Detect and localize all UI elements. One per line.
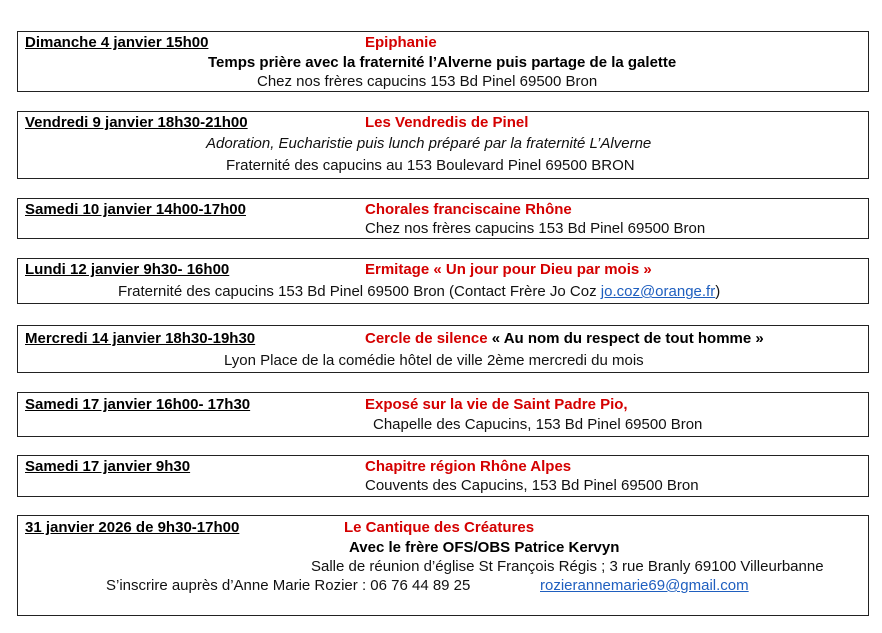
event-registration: S’inscrire auprès d’Anne Marie Rozier : 06 76 44 89 25: [106, 577, 471, 594]
event-title: Les Vendredis de Pinel: [365, 114, 529, 131]
contact-email-link[interactable]: jo.coz@orange.fr: [600, 283, 716, 300]
event-subtitle: Temps prière avec la fraternité l’Alverne puis partage de la galette: [208, 54, 677, 71]
event-date: Vendredi 9 janvier 18h30-21h00: [25, 114, 248, 131]
event-date: Samedi 10 janvier 14h00-17h00: [25, 201, 246, 218]
event-date: Dimanche 4 janvier 15h00: [25, 34, 209, 51]
event-location: Chez nos frères capucins 153 Bd Pinel 69500 Bron: [257, 73, 598, 90]
event-date: Mercredi 14 janvier 18h30-19h30: [25, 330, 256, 347]
event-title: Chapitre région Rhône Alpes: [365, 458, 572, 475]
event-location: Lyon Place de la comédie hôtel de ville 2ème mercredi du mois: [224, 352, 644, 369]
event-card: [17, 392, 869, 437]
event-location-end: ): [715, 283, 721, 300]
event-card: [17, 455, 869, 497]
event-card: [17, 111, 869, 179]
event-card: [17, 198, 869, 239]
event-subtitle: Avec le frère OFS/OBS Patrice Kervyn: [349, 539, 620, 556]
event-location-line: [118, 283, 720, 301]
event-card: [17, 515, 869, 616]
event-location: Chez nos frères capucins 153 Bd Pinel 69500 Bron: [365, 220, 706, 237]
event-date: Samedi 17 janvier 16h00- 17h30: [25, 396, 251, 413]
event-date: 31 janvier 2026 de 9h30-17h00: [25, 519, 240, 536]
event-card: [17, 31, 869, 92]
event-date: Samedi 17 janvier 9h30: [25, 458, 191, 475]
registration-email-link[interactable]: rozierannemarie69@gmail.com: [540, 577, 749, 594]
event-location: Fraternité des capucins 153 Bd Pinel 69500 Bron (Contact Frère Jo Coz: [118, 283, 597, 300]
event-description: Adoration, Eucharistie puis lunch préparé par la fraternité L’Alverne: [206, 135, 652, 152]
event-title: Chorales franciscaine Rhône: [365, 201, 572, 218]
event-location: Salle de réunion d’église St François Régis ; 3 rue Branly 69100 Villeurbanne: [311, 558, 824, 575]
event-location: Couvents des Capucins, 153 Bd Pinel 69500 Bron: [365, 477, 699, 494]
event-title: Le Cantique des Créatures: [344, 519, 535, 536]
event-title-line: [365, 330, 764, 348]
event-date: Lundi 12 janvier 9h30- 16h00: [25, 261, 230, 278]
event-title: Cercle de silence: [365, 330, 488, 347]
event-card: [17, 258, 869, 304]
event-location: Chapelle des Capucins, 153 Bd Pinel 69500 Bron: [373, 416, 703, 433]
event-title: Ermitage « Un jour pour Dieu par mois »: [365, 261, 652, 278]
event-title: Epiphanie: [365, 34, 437, 51]
event-location: Fraternité des capucins au 153 Boulevard Pinel 69500 BRON: [226, 157, 635, 174]
event-card: [17, 325, 869, 373]
event-title-suffix: « Au nom du respect de tout homme »: [487, 330, 764, 347]
event-title: Exposé sur la vie de Saint Padre Pio,: [365, 396, 628, 413]
